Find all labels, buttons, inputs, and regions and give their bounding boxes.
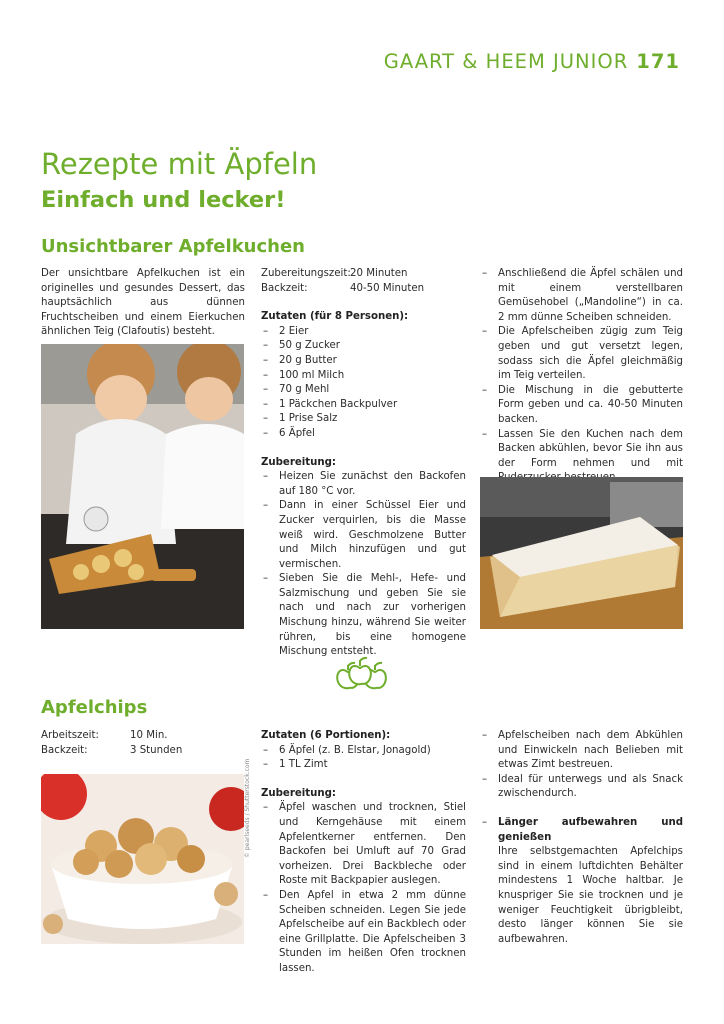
- list-item: [480, 816, 683, 845]
- photo-credit: © pearlseeds / Shutterstock.com: [244, 758, 251, 858]
- list-item: – 6 Äpfel (z. B. Elstar, Jonagold): [261, 744, 466, 759]
- bake-time-value: 40-50 Minuten: [350, 282, 425, 294]
- apple-chips-photo: [41, 774, 244, 944]
- children-baking-photo: [41, 344, 244, 629]
- list-item: – 2 Eier: [261, 325, 466, 340]
- recipe1-steps-continued: [480, 267, 683, 486]
- apples-icon: [333, 656, 391, 692]
- list-item: – Anschließend die Äpfel schälen und mit einem verstellbaren Gemüsehobel („Mandoline“) in ca. 2 mm dünne Scheiben schneiden.: [480, 267, 683, 325]
- bake-time-row: [261, 282, 466, 297]
- list-item: – 100 ml Milch: [261, 369, 466, 384]
- list-item: – Dann in einer Schüssel Eier und Zucker verquirlen, bis die Masse weiß wird. Geschmolzene Butter und Milch hinzufügen und gut vermischen.: [261, 499, 466, 572]
- list-item: – Die Apfelscheiben zügig zum Teig geben und gut versetzt legen, sodass sich die Äpfel gleichmäßig im Teig verteilen.: [480, 325, 683, 383]
- prep-time-row: [261, 267, 466, 282]
- recipe2-steps-continued: [480, 729, 683, 947]
- storage-heading: Länger aufbewahren und genießen: [498, 816, 683, 843]
- recipe2-heading: Apfelchips: [41, 697, 148, 718]
- list-item: – 1 Päckchen Backpulver: [261, 398, 466, 413]
- list-item: – 70 g Mehl: [261, 383, 466, 398]
- list-item: – Lassen Sie den Kuchen nach dem Backen abkühlen, bevor Sie ihn aus der Form nehmen und mit: [480, 428, 683, 486]
- page-subtitle: Einfach und lecker!: [41, 187, 286, 213]
- ingredients-heading: Zutaten (für 8 Personen):: [261, 311, 409, 323]
- work-time-value: 10 Min.: [130, 730, 168, 741]
- ingredients-list: [261, 744, 466, 773]
- bake-time-value: 3 Stunden: [130, 744, 183, 756]
- list-item: – 50 g Zucker: [261, 339, 466, 354]
- recipe2-details: [261, 729, 466, 977]
- prep-time-value: 20 Minuten: [350, 268, 408, 279]
- bake-time-label: Backzeit:: [261, 282, 308, 294]
- list-item: – Äpfel waschen und trocknen, Stiel und Kerngehäuse mit einem Apfelentkerner entfernen. Den Backofen bei Umluft auf 70 Grad vorheizen. Drei Backbleche oder Roste mit Backpapier auslegen.: [261, 801, 466, 889]
- recipe1-intro: Der unsichtbare Apfelkuchen ist ein originelles und gesundes Dessert, das hauptsächlich aus dünnen Fruchtscheiben und einem Eierkuchen ähnlichen Teig (Clafoutis) besteht.: [41, 268, 245, 338]
- list-item: – Ideal für unterwegs und als Snack zwischendurch.: [480, 773, 683, 802]
- bake-time-row: [41, 744, 245, 759]
- preparation-steps-continued: [480, 267, 683, 486]
- list-item: – 6 Äpfel: [261, 427, 466, 442]
- recipe2-times: [41, 729, 245, 758]
- list-item: – 1 Prise Salz: [261, 412, 466, 427]
- preparation-steps: [261, 801, 466, 976]
- list-item: – 1 TL Zimt: [261, 758, 466, 773]
- apple-cake-photo: [480, 477, 683, 629]
- page-title: Rezepte mit Äpfeln: [41, 147, 318, 181]
- work-time-row: [41, 729, 245, 744]
- recipe1-heading: Unsichtbarer Apfelkuchen: [41, 236, 305, 257]
- magazine-title: GAART & HEEM JUNIOR: [383, 50, 629, 73]
- list-item: – Sieben Sie die Mehl-, Hefe- und Salzmischung und geben Sie sie nach und nach zur vorherigen Mischung hinzu, während Sie weiter rühren, bis eine homogene Mischung entsteht.: [261, 572, 466, 660]
- page-number: 171: [636, 50, 680, 73]
- ingredients-heading: Zutaten (6 Portionen):: [261, 730, 391, 741]
- preparation-heading: Zubereitung:: [261, 787, 337, 799]
- preparation-steps: [261, 470, 466, 660]
- preparation-heading: Zubereitung:: [261, 456, 337, 468]
- prep-time-label: Zubereitungszeit:: [261, 268, 351, 279]
- preparation-steps-continued: [480, 729, 683, 845]
- work-time-label: Arbeitszeit:: [41, 730, 99, 741]
- ingredients-list: [261, 325, 466, 442]
- list-item: – Heizen Sie zunächst den Backofen auf 180 °C vor.: [261, 470, 466, 499]
- page-header: [384, 50, 680, 73]
- list-item: – 20 g Butter: [261, 354, 466, 369]
- bake-time-label: Backzeit:: [41, 744, 88, 756]
- list-item: – Die Mischung in die gebutterte Form geben und ca. 40-50 Minuten backen.: [480, 384, 683, 428]
- recipe1-details: [261, 267, 466, 660]
- storage-text: Ihre selbstgemachten Apfelchips sind in einem luftdichten Behälter mindestens 1 Woche haltbar. Je knuspriger Sie sie trocknen und je weniger Feuchtigkeit übrigbleibt, desto länger können Sie sie aufbewahren.: [498, 846, 683, 945]
- list-item: – Den Apfel in etwa 2 mm dünne Scheiben schneiden. Legen Sie jede Apfelscheibe auf ein Backblech oder eine Grillplatte. Die Apfelscheiben 3 Stunden im heißen Ofen trocknen lassen.: [261, 889, 466, 977]
- list-item: – Apfelscheiben nach dem Abkühlen und Einwickeln nach Belieben mit etwas Zimt bestreuen.: [480, 729, 683, 773]
